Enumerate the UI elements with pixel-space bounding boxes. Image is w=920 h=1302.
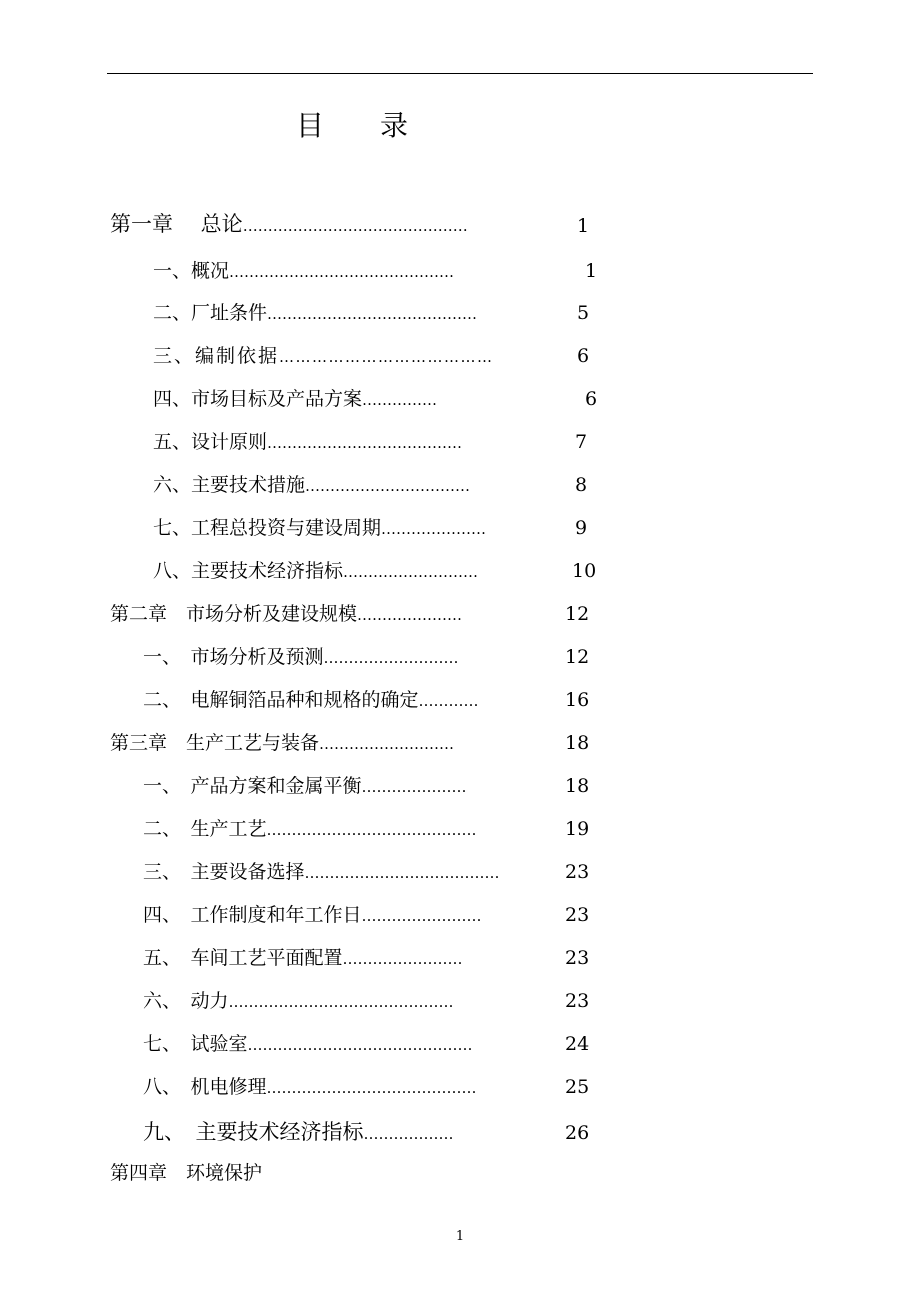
toc-leader-dots: ……………………… [319, 735, 455, 753]
toc-leader-dots: …………… [362, 391, 438, 409]
toc-entry-chapter-1[interactable] [110, 212, 468, 238]
toc-leader-dots: ………………… [381, 520, 487, 538]
toc-page-number: 26 [565, 1122, 590, 1144]
toc-entry[interactable] [143, 1032, 473, 1057]
toc-entry[interactable] [153, 301, 477, 326]
toc-entry[interactable] [153, 344, 494, 369]
toc-page-number: 6 [577, 345, 590, 367]
toc-leader-dots: …………………… [342, 950, 463, 968]
toc-entry[interactable] [143, 645, 459, 670]
toc-page-number: 19 [565, 818, 590, 840]
toc-leader-dots: ………………………………… [267, 434, 463, 452]
toc-leader-dots: ……………………… [323, 649, 459, 667]
toc-leader-dots: ……………………………………… [247, 1036, 473, 1054]
toc-entry-chapter-3[interactable] [110, 731, 454, 756]
toc-leader-dots: …………………………………… [266, 821, 477, 839]
toc-label: 第三章 生产工艺与装备 [110, 732, 320, 754]
toc-label: 一、 产品方案和金属平衡 [143, 775, 362, 797]
toc-page-number: 1 [577, 215, 590, 237]
toc-label: 二、厂址条件 [153, 302, 268, 324]
toc-entry[interactable] [153, 473, 470, 498]
toc-entry[interactable] [153, 430, 462, 455]
toc-label: 一、 市场分析及预测 [143, 646, 324, 668]
toc-entry[interactable] [143, 1120, 454, 1146]
toc-leader-dots: ……………………… [343, 563, 479, 581]
toc-label: 七、工程总投资与建设周期 [153, 517, 382, 539]
toc-entry-chapter-2[interactable] [110, 602, 462, 627]
toc-label: 八、 机电修理 [143, 1076, 267, 1098]
toc-entry[interactable] [143, 1075, 477, 1100]
toc-leader-dots: ………………………………… [304, 864, 500, 882]
toc-page-number: 8 [575, 474, 588, 496]
toc-page-number: 7 [575, 431, 588, 453]
toc-entry[interactable] [143, 989, 454, 1014]
toc-label: 九、 主要技术经济指标 [143, 1120, 364, 1144]
toc-label: 第二章 市场分析及建设规模 [110, 603, 358, 625]
toc-page-number: 18 [565, 775, 590, 797]
toc-label: 第一章 总论 [110, 212, 243, 236]
toc-leader-dots: ……………………………………… [229, 263, 455, 281]
toc-entry[interactable] [143, 688, 479, 713]
toc-label: 五、 车间工艺平面配置 [143, 947, 343, 969]
toc-page-number: 23 [565, 947, 590, 969]
toc-entry[interactable] [153, 559, 478, 584]
toc-label: 三、编制依据 [153, 345, 280, 367]
toc-entry[interactable] [153, 516, 486, 541]
toc-page-number: 9 [575, 517, 588, 539]
toc-leader-dots: ………………………………… [279, 348, 494, 366]
toc-page-number: 12 [565, 603, 590, 625]
toc-entry[interactable] [153, 387, 437, 412]
toc-label: 六、 动力 [143, 990, 229, 1012]
toc-page-number: 24 [565, 1033, 590, 1055]
toc-page-number: 25 [565, 1076, 590, 1098]
toc-page-number: 23 [565, 990, 590, 1012]
toc-page-number: 5 [577, 302, 590, 324]
toc-leader-dots: ……………… [363, 1125, 454, 1143]
toc-page-number: 23 [565, 861, 590, 883]
toc-label: 五、设计原则 [153, 431, 268, 453]
toc-label: 六、主要技术措施 [153, 474, 306, 496]
toc-leader-dots: ……………………………………… [228, 993, 454, 1011]
footer-page-number: 1 [455, 1229, 465, 1244]
toc-leader-dots: …………………… [361, 907, 482, 925]
toc-label: 第四章 环境保护 [110, 1162, 263, 1184]
toc-page-number: 12 [565, 646, 590, 668]
toc-entry[interactable] [143, 817, 477, 842]
toc-leader-dots: ………………… [357, 606, 463, 624]
toc-page-number: 18 [565, 732, 590, 754]
toc-leader-dots: …………………………………… [266, 1079, 477, 1097]
toc-leader-dots: ………… [418, 692, 479, 710]
toc-page-number: 10 [572, 560, 597, 582]
toc-leader-dots: ……………………………………… [242, 217, 468, 235]
toc-entry[interactable] [143, 860, 500, 885]
toc-entry[interactable] [153, 259, 454, 284]
page-title: 目 录 [296, 109, 409, 142]
toc-page-number: 16 [565, 689, 590, 711]
toc-entry[interactable] [143, 774, 467, 799]
toc-page-number: 1 [585, 260, 598, 282]
toc-page-number: 6 [585, 388, 598, 410]
toc-page-number: 23 [565, 904, 590, 926]
toc-label: 四、市场目标及产品方案 [153, 388, 363, 410]
toc-leader-dots: ………………… [361, 778, 467, 796]
toc-label: 二、 电解铜箔品种和规格的确定 [143, 689, 419, 711]
toc-label: 三、 主要设备选择 [143, 861, 305, 883]
toc-entry-chapter-4[interactable] [110, 1161, 262, 1185]
toc-leader-dots: …………………………………… [267, 305, 478, 323]
toc-label: 二、 生产工艺 [143, 818, 267, 840]
toc-label: 四、 工作制度和年工作日 [143, 904, 362, 926]
toc-entry[interactable] [143, 946, 463, 971]
toc-leader-dots: …………………………… [305, 477, 471, 495]
toc-label: 一、概况 [153, 260, 230, 282]
toc-entry[interactable] [143, 903, 482, 928]
toc-label: 七、 试验室 [143, 1033, 248, 1055]
toc-label: 八、主要技术经济指标 [153, 560, 344, 582]
